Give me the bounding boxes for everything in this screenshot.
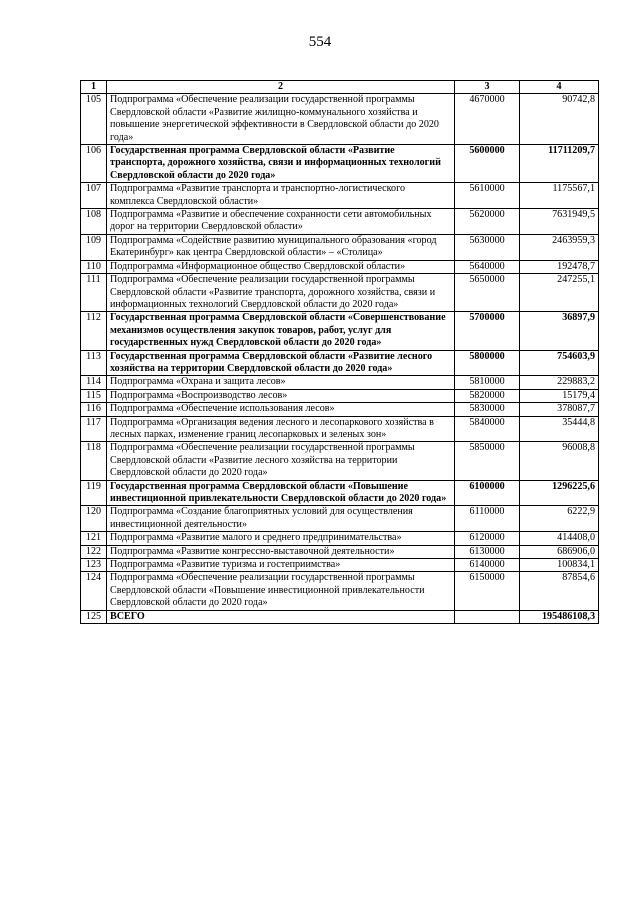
row-name: Государственная программа Свердловской области «Развитие лесного хозяйства на территории Свердловской области до 2020 года»	[107, 350, 455, 376]
row-number: 122	[81, 545, 107, 558]
header-row	[81, 81, 599, 94]
table-row	[81, 559, 599, 572]
row-name: Подпрограмма «Развитие транспорта и транспортно-логистического комплекса Свердловской области»	[107, 183, 455, 209]
table-row	[81, 532, 599, 545]
row-number: 106	[81, 145, 107, 183]
row-name: Подпрограмма «Развитие конгрессно-выставочной деятельности»	[107, 545, 455, 558]
row-amount: 754603,9	[520, 350, 599, 376]
row-code: 4670000	[455, 94, 520, 145]
table-row	[81, 480, 599, 506]
column-header-name: 2	[107, 81, 455, 94]
row-code: 5810000	[455, 376, 520, 389]
row-name: Подпрограмма «Развитие и обеспечение сохранности сети автомобильных дорог на территории Свердловской области»	[107, 209, 455, 235]
row-name: Подпрограмма «Обеспечение реализации государственной программы Свердловской области «Развитие жилищно-коммунального хозяйства и повышение энергетической эффективности в Свердловской области до 2020 года»	[107, 94, 455, 145]
row-name: Подпрограмма «Обеспечение реализации государственной программы Свердловской области «Развитие лесного хозяйства на территории Свердловской области до 2020 года»	[107, 442, 455, 480]
row-number: 109	[81, 234, 107, 260]
row-amount: 96008,8	[520, 442, 599, 480]
row-number: 116	[81, 403, 107, 416]
row-number: 114	[81, 376, 107, 389]
row-number: 107	[81, 183, 107, 209]
row-amount: 1296225,6	[520, 480, 599, 506]
table-row	[81, 183, 599, 209]
budget-table	[80, 80, 599, 624]
row-name: Подпрограмма «Развитие малого и среднего предпринимательства»	[107, 532, 455, 545]
row-number: 108	[81, 209, 107, 235]
table-row	[81, 350, 599, 376]
table-row	[81, 610, 599, 623]
row-code: 6140000	[455, 559, 520, 572]
row-amount: 195486108,3	[520, 610, 599, 623]
table-row	[81, 145, 599, 183]
row-name: Подпрограмма «Развитие туризма и гостеприимства»	[107, 559, 455, 572]
table-body	[81, 94, 599, 624]
table-row	[81, 545, 599, 558]
row-amount: 7631949,5	[520, 209, 599, 235]
row-code: 6120000	[455, 532, 520, 545]
row-amount: 35444,8	[520, 416, 599, 442]
row-number: 117	[81, 416, 107, 442]
table-row	[81, 506, 599, 532]
row-code: 5620000	[455, 209, 520, 235]
table-row	[81, 94, 599, 145]
row-code: 5650000	[455, 274, 520, 312]
row-code: 5840000	[455, 416, 520, 442]
row-code: 5850000	[455, 442, 520, 480]
row-code: 5800000	[455, 350, 520, 376]
row-amount: 686906,0	[520, 545, 599, 558]
row-number: 113	[81, 350, 107, 376]
row-name: Государственная программа Свердловской области «Повышение инвестиционной привлекательности Свердловской области до 2020 года»	[107, 480, 455, 506]
row-code: 5630000	[455, 234, 520, 260]
row-number: 119	[81, 480, 107, 506]
row-code: 5600000	[455, 145, 520, 183]
row-number: 125	[81, 610, 107, 623]
row-amount: 100834,1	[520, 559, 599, 572]
row-number: 112	[81, 312, 107, 350]
row-name: Подпрограмма «Содействие развитию муниципального образования «город Екатеринбург» как центра Свердловской области» – «Столица»	[107, 234, 455, 260]
row-name: Подпрограмма «Обеспечение использования лесов»	[107, 403, 455, 416]
row-name: Государственная программа Свердловской области «Совершенствование механизмов осуществления закупок товаров, работ, услуг для государственных нужд Свердловской области до 2020 года»	[107, 312, 455, 350]
row-name: Государственная программа Свердловской области «Развитие транспорта, дорожного хозяйства, связи и информационных технологий Свердловской области до 2020 года»	[107, 145, 455, 183]
row-number: 118	[81, 442, 107, 480]
row-number: 120	[81, 506, 107, 532]
row-number: 124	[81, 572, 107, 610]
column-header-amount: 4	[520, 81, 599, 94]
row-amount: 6222,9	[520, 506, 599, 532]
row-amount: 378087,7	[520, 403, 599, 416]
row-number: 105	[81, 94, 107, 145]
row-name: ВСЕГО	[107, 610, 455, 623]
column-header-code: 3	[455, 81, 520, 94]
row-number: 110	[81, 260, 107, 273]
row-code: 6150000	[455, 572, 520, 610]
row-name: Подпрограмма «Воспроизводство лесов»	[107, 389, 455, 402]
row-code: 6100000	[455, 480, 520, 506]
row-code	[455, 610, 520, 623]
row-code: 6130000	[455, 545, 520, 558]
row-number: 123	[81, 559, 107, 572]
row-number: 111	[81, 274, 107, 312]
page-number: 554	[308, 34, 332, 50]
row-amount: 1175567,1	[520, 183, 599, 209]
row-name: Подпрограмма «Обеспечение реализации государственной программы Свердловской области «Развитие транспорта, дорожного хозяйства, связи и информационных технологий Свердловской области до 2020 года»	[107, 274, 455, 312]
table-row	[81, 389, 599, 402]
table-row	[81, 376, 599, 389]
table-header	[81, 81, 599, 94]
row-code: 6110000	[455, 506, 520, 532]
row-code: 5820000	[455, 389, 520, 402]
row-name: Подпрограмма «Создание благоприятных условий для осуществления инвестиционной деятельности»	[107, 506, 455, 532]
row-code: 5640000	[455, 260, 520, 273]
table-row	[81, 274, 599, 312]
row-code: 5700000	[455, 312, 520, 350]
column-header-number: 1	[81, 81, 107, 94]
row-amount: 87854,6	[520, 572, 599, 610]
table-row	[81, 416, 599, 442]
row-name: Подпрограмма «Организация ведения лесного и лесопаркового хозяйства в лесных парках, изменение границ лесопарковых и зеленых зон»	[107, 416, 455, 442]
table-row	[81, 312, 599, 350]
row-name: Подпрограмма «Охрана и защита лесов»	[107, 376, 455, 389]
table-row	[81, 403, 599, 416]
row-code: 5830000	[455, 403, 520, 416]
row-amount: 36897,9	[520, 312, 599, 350]
row-amount: 247255,1	[520, 274, 599, 312]
table-row	[81, 234, 599, 260]
row-amount: 90742,8	[520, 94, 599, 145]
row-number: 121	[81, 532, 107, 545]
row-name: Подпрограмма «Обеспечение реализации государственной программы Свердловской области «Повышение инвестиционной привлекательности Свердловской области до 2020 года»	[107, 572, 455, 610]
row-amount: 414408,0	[520, 532, 599, 545]
row-number: 115	[81, 389, 107, 402]
table-row	[81, 442, 599, 480]
row-amount: 2463959,3	[520, 234, 599, 260]
table-row	[81, 572, 599, 610]
table-row	[81, 209, 599, 235]
table-row	[81, 260, 599, 273]
row-amount: 15179,4	[520, 389, 599, 402]
row-amount: 11711209,7	[520, 145, 599, 183]
row-code: 5610000	[455, 183, 520, 209]
row-name: Подпрограмма «Информационное общество Свердловской области»	[107, 260, 455, 273]
row-amount: 229883,2	[520, 376, 599, 389]
row-amount: 192478,7	[520, 260, 599, 273]
